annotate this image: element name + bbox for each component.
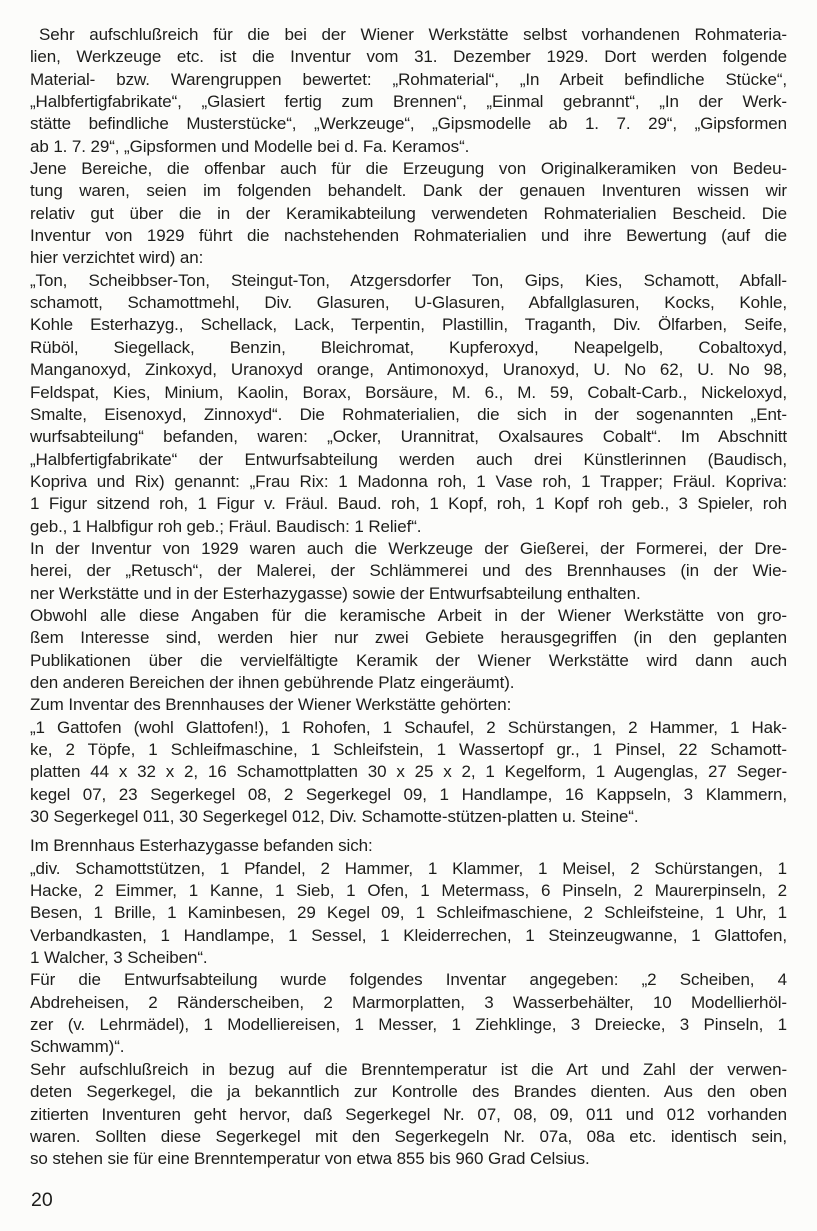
text-line: Inventur von 1929 führt die nachstehenden Rohmaterialien und ihre Bewertung (auf die (30, 226, 787, 246)
text-line: Zum Inventar des Brennhauses der Wiener Werkstätte gehörten: (30, 695, 512, 715)
text-line: „Ton, Scheibbser-Ton, Steingut-Ton, Atzgersdorfer Ton, Gips, Kies, Schamott, Abfall- (30, 270, 787, 290)
text-line: „Halbfertigfabrikate“ der Entwurfsabteilung werden auch drei Künstlerinnen (Baudisch, (30, 449, 787, 469)
text-line: „div. Schamottstützen, 1 Pfandel, 2 Hammer, 1 Klammer, 1 Meisel, 2 Schürstangen, 1 (30, 858, 787, 878)
paragraph-brennhaus-ww-intro (30, 694, 787, 716)
paragraph-inventur-1929-warengruppen (30, 24, 787, 158)
text-line: tung waren, seien im folgenden behandelt. Dank der genauen Inventuren wissen wir (30, 181, 787, 201)
paragraph-rohmaterialien-liste (30, 270, 787, 538)
text-line: hier verzichtet wird) an: (30, 248, 204, 268)
text-line: Hacke, 2 Eimmer, 1 Kanne, 1 Sieb, 1 Ofen, 1 Metermass, 6 Pinseln, 2 Maurerpinseln, 2 (30, 881, 787, 901)
text-line: Sehr aufschlußreich in bezug auf die Brenntemperatur ist die Art und Zahl der verwen- (30, 1059, 787, 1079)
text-line: platten 44 x 32 x 2, 16 Schamottplatten 30 x 25 x 2, 1 Kegelform, 1 Augenglas, 27 Seger- (30, 762, 787, 782)
paragraph-segerkegel-brenntemperatur (30, 1059, 787, 1171)
text-line: Verbandkasten, 1 Handlampe, 1 Sessel, 1 Kleiderrechen, 1 Steinzeugwanne, 1 Glattofen, (30, 925, 787, 945)
text-line: Material- bzw. Warengruppen bewertet: „Rohmaterial“, „In Arbeit befindliche Stücke“, (30, 69, 787, 89)
text-line: herei, der „Retusch“, der Malerei, der Schlämmerei und des Brennhauses (in der Wie- (30, 561, 787, 581)
paragraph-brennhaus-esterhazygasse-liste (30, 858, 787, 970)
text-line: ab 1. 7. 29“, „Gipsformen und Modelle bei d. Fa. Keramos“. (30, 136, 470, 156)
paragraph-brennhaus-ww-liste (30, 717, 787, 829)
text-line: Im Brennhaus Esterhazygasse befanden sich: (30, 836, 373, 856)
text-line: Für die Entwurfsabteilung wurde folgendes Inventar angegeben: „2 Scheiben, 4 (30, 970, 787, 990)
text-line: Abdreheisen, 2 Ränderscheiben, 2 Marmorplatten, 3 Wasserbehälter, 10 Modellierhöl- (30, 992, 787, 1012)
text-line: Smalte, Eisenoxyd, Zinnoxyd“. Die Rohmaterialien, die sich in der sogenannten „Ent- (30, 404, 787, 424)
text-line: Besen, 1 Brille, 1 Kaminbesen, 29 Kegel 09, 1 Schleifmaschiene, 2 Schleifsteine, 1 Uhr, 1 (30, 903, 787, 923)
paragraph-bereiche-originalkeramik (30, 158, 787, 270)
paragraph-werkzeuge-inventur (30, 538, 787, 605)
text-line: geb., 1 Halbfigur roh geb.; Fräul. Baudisch: 1 Relief“. (30, 516, 422, 536)
text-line: Publikationen über die vervielfältigte Keramik der Wiener Werkstätte wird dann auch (30, 650, 787, 670)
text-line: ner Werkstätte und in der Esterhazygasse) sowie der Entwurfsabteilung enthalten. (30, 583, 641, 603)
text-line: Schwamm)“. (30, 1037, 125, 1057)
text-line: Manganoxyd, Zinkoxyd, Uranoxyd orange, Antimonoxyd, Uranoxyd, U. No 62, U. No 98, (30, 360, 787, 380)
text-line: „1 Gattofen (wohl Glattofen!), 1 Rohofen, 1 Schaufel, 2 Schürstangen, 2 Hammer, 1 Hak- (30, 717, 787, 737)
text-line: In der Inventur von 1929 waren auch die Werkzeuge der Gießerei, der Formerei, der Dre- (30, 538, 787, 558)
text-line: Rüböl, Siegellack, Benzin, Bleichromat, Kupferoxyd, Neapelgelb, Cobaltoxyd, (30, 337, 787, 357)
text-line: ßem Interesse sind, werden hier nur zwei Gebiete herausgegriffen (in den geplanten (30, 628, 787, 648)
text-line: Sehr aufschlußreich für die bei der Wiener Werkstätte selbst vorhandenen Rohmateria- (39, 25, 787, 44)
paragraph-zwei-gebiete (30, 605, 787, 694)
text-line: Kohle Esterhazyg., Schellack, Lack, Terpentin, Plastillin, Traganth, Div. Ölfarben, Seife, (30, 315, 787, 335)
page-number: 20 (31, 1189, 53, 1211)
text-line: schamott, Schamottmehl, Div. Glasuren, U-Glasuren, Abfallglasuren, Kocks, Kohle, (30, 293, 787, 313)
text-line: den anderen Bereichen der ihnen gebührende Platz eingeräumt). (30, 672, 515, 692)
text-line: stätte befindliche Musterstücke“, „Werkzeuge“, „Gipsmodelle ab 1. 7. 29“, „Gipsformen (30, 114, 787, 134)
text-line: wurfsabteilung“ befanden, waren: „Ocker, Urannitrat, Oxalsaures Cobalt“. Im Abschnitt (30, 427, 787, 447)
paragraph-entwurfsabteilung-inventar (30, 969, 787, 1058)
text-line: „Halbfertigfabrikate“, „Glasiert fertig zum Brennen“, „Einmal gebrannt“, „In der Werk- (30, 92, 787, 112)
text-line: Feldspat, Kies, Minium, Kaolin, Borax, Borsäure, M. 6., M. 59, Cobalt-Carb., Nickeloxyd, (30, 382, 787, 402)
text-line: waren. Sollten diese Segerkegel mit den Segerkegeln Nr. 07a, 08a etc. identisch sein, (30, 1126, 787, 1146)
text-line: Obwohl alle diese Angaben für die keramische Arbeit in der Wiener Werkstätte von gro- (30, 605, 787, 625)
text-line: 30 Segerkegel 011, 30 Segerkegel 012, Div. Schamotte-stützen-platten u. Steine“. (30, 807, 639, 827)
text-line: deten Segerkegel, die ja bekanntlich zur Kontrolle des Brandes dienten. Aus den oben (30, 1082, 787, 1102)
text-line: 1 Walcher, 3 Scheiben“. (30, 948, 208, 968)
text-line: so stehen sie für eine Brenntemperatur von etwa 855 bis 960 Grad Celsius. (30, 1149, 590, 1169)
text-line: relativ gut über die in der Keramikabteilung verwendeten Rohmaterialien Bescheid. Die (30, 203, 787, 223)
text-line: kegel 07, 23 Segerkegel 08, 2 Segerkegel 09, 1 Handlampe, 16 Kappseln, 3 Klammern, (30, 784, 787, 804)
text-line: lien, Werkzeuge etc. ist die Inventur vom 31. Dezember 1929. Dort werden folgende (30, 47, 787, 67)
text-line: ke, 2 Töpfe, 1 Schleifmaschine, 1 Schleifstein, 1 Wassertopf gr., 1 Pinsel, 22 Schamott- (30, 740, 787, 759)
page-text (30, 24, 787, 1171)
text-line: zer (v. Lehrmädel), 1 Modelliereisen, 1 Messer, 1 Ziehklinge, 3 Dreiecke, 3 Pinseln, 1 (30, 1015, 787, 1035)
paragraph-brennhaus-esterhazygasse-intro (30, 835, 787, 857)
text-line: Kopriva und Rix) genannt: „Frau Rix: 1 Madonna roh, 1 Vase roh, 1 Trapper; Fräul. Kopriva: (30, 471, 787, 491)
text-line: Jene Bereiche, die offenbar auch für die Erzeugung von Originalkeramiken von Bedeu- (30, 159, 787, 179)
text-line: zitierten Inventuren geht hervor, daß Segerkegel Nr. 07, 08, 09, 011 und 012 vorhanden (30, 1104, 787, 1124)
text-line: 1 Figur sitzend roh, 1 Figur v. Fräul. Baud. roh, 1 Kopf, roh, 1 Kopf roh geb., 3 Spieler, roh (30, 494, 787, 514)
